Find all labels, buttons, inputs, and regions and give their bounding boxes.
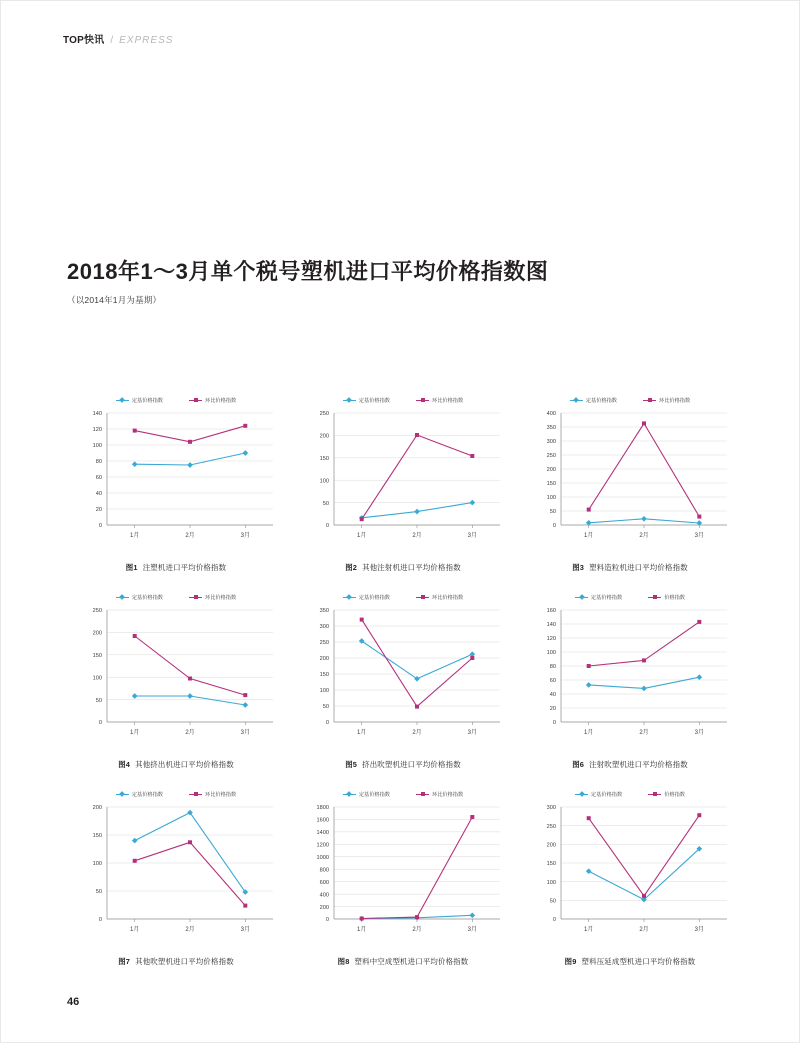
chart-title: 注塑机进口平均价格指数 xyxy=(142,563,227,572)
chart-legend xyxy=(290,397,516,404)
chart-caption xyxy=(290,956,516,967)
svg-text:0: 0 xyxy=(325,720,329,727)
legend-label: 环比价格指数 xyxy=(432,595,464,601)
svg-text:200: 200 xyxy=(546,467,556,474)
legend-swatch-icon xyxy=(116,794,129,795)
chart-title: 挤出吹塑机进口平均价格指数 xyxy=(362,760,461,769)
svg-text:250: 250 xyxy=(319,640,329,647)
svg-text:150: 150 xyxy=(319,672,329,679)
svg-text:0: 0 xyxy=(552,917,556,924)
legend-label: 定基价格指数 xyxy=(131,398,163,404)
svg-text:1月: 1月 xyxy=(356,730,367,736)
svg-text:100: 100 xyxy=(92,675,102,682)
legend-item xyxy=(116,397,163,404)
chart-title: 塑料中空成型机进口平均价格指数 xyxy=(354,957,469,966)
legend-item xyxy=(189,791,236,798)
legend-label: 价格指数 xyxy=(664,792,685,798)
chart-cell-fig9 xyxy=(517,787,743,983)
page-title: 2018年1～3月单个税号塑机进口平均价格指数图 xyxy=(67,259,549,284)
legend-item xyxy=(643,397,690,404)
svg-text:100: 100 xyxy=(319,688,329,695)
svg-text:50: 50 xyxy=(322,704,329,711)
chart-figure-number: 图9 xyxy=(564,957,577,966)
svg-text:60: 60 xyxy=(95,475,102,482)
svg-text:150: 150 xyxy=(546,481,556,488)
chart-plot xyxy=(517,801,743,943)
svg-text:3月: 3月 xyxy=(467,730,478,736)
svg-text:100: 100 xyxy=(546,650,556,657)
svg-text:2月: 2月 xyxy=(185,730,195,736)
legend-label: 定基价格指数 xyxy=(585,398,617,404)
legend-swatch-icon xyxy=(189,794,202,795)
header-separator: / xyxy=(110,35,114,46)
svg-text:150: 150 xyxy=(319,456,329,462)
chart-figure-number: 图4 xyxy=(118,760,131,769)
svg-text:1600: 1600 xyxy=(316,817,329,824)
chart-plot xyxy=(63,604,289,746)
chart-figure-number: 图3 xyxy=(572,563,585,572)
chart-legend xyxy=(63,397,289,404)
chart-plot xyxy=(63,801,289,943)
charts-grid xyxy=(63,393,743,983)
svg-text:2月: 2月 xyxy=(639,533,649,539)
chart-cell-fig1 xyxy=(63,393,289,589)
svg-text:2月: 2月 xyxy=(185,927,195,933)
svg-text:150: 150 xyxy=(92,653,102,659)
chart-plot xyxy=(290,407,516,549)
page-subtitle: （以2014年1月为基期） xyxy=(67,295,162,306)
page-header xyxy=(63,31,173,46)
legend-item xyxy=(648,791,685,798)
legend-label: 定基价格指数 xyxy=(358,595,390,601)
legend-item xyxy=(343,594,390,601)
svg-text:0: 0 xyxy=(552,720,556,727)
legend-label: 定基价格指数 xyxy=(131,792,163,798)
svg-text:300: 300 xyxy=(546,805,556,812)
legend-item xyxy=(648,594,685,601)
svg-text:100: 100 xyxy=(92,443,102,450)
legend-item xyxy=(416,397,463,404)
header-top-label: TOP快讯 xyxy=(63,35,105,46)
chart-legend xyxy=(517,397,743,404)
legend-swatch-icon xyxy=(189,400,202,401)
svg-text:800: 800 xyxy=(319,867,329,874)
svg-text:160: 160 xyxy=(546,608,556,615)
chart-caption xyxy=(517,759,743,770)
legend-item xyxy=(343,397,390,404)
legend-swatch-icon xyxy=(116,597,129,598)
svg-text:40: 40 xyxy=(549,692,556,699)
svg-text:3月: 3月 xyxy=(694,730,705,736)
svg-text:2月: 2月 xyxy=(412,730,422,736)
chart-figure-number: 图2 xyxy=(345,563,358,572)
svg-text:300: 300 xyxy=(319,624,329,631)
svg-text:140: 140 xyxy=(546,622,556,629)
legend-item xyxy=(189,594,236,601)
svg-text:350: 350 xyxy=(319,608,329,615)
chart-legend xyxy=(290,791,516,798)
legend-label: 定基价格指数 xyxy=(358,398,390,404)
svg-text:100: 100 xyxy=(319,478,329,485)
chart-legend xyxy=(517,594,743,601)
chart-cell-fig4 xyxy=(63,590,289,786)
svg-text:1月: 1月 xyxy=(583,927,594,933)
page-number: 46 xyxy=(67,996,80,1008)
svg-text:200: 200 xyxy=(546,842,556,849)
title-block xyxy=(67,259,747,306)
chart-cell-fig7 xyxy=(63,787,289,983)
svg-text:1月: 1月 xyxy=(129,533,140,539)
legend-label: 定基价格指数 xyxy=(591,792,623,798)
svg-text:0: 0 xyxy=(325,917,329,924)
chart-caption xyxy=(63,759,289,770)
legend-item xyxy=(189,397,236,404)
svg-text:1200: 1200 xyxy=(316,842,329,849)
svg-text:80: 80 xyxy=(95,459,102,466)
legend-swatch-icon xyxy=(648,794,661,795)
svg-text:1月: 1月 xyxy=(583,533,594,539)
legend-label: 环比价格指数 xyxy=(432,792,464,798)
svg-text:300: 300 xyxy=(546,439,556,446)
svg-text:40: 40 xyxy=(95,491,102,498)
svg-text:2月: 2月 xyxy=(639,927,649,933)
chart-figure-number: 图5 xyxy=(345,760,358,769)
chart-caption xyxy=(517,562,743,573)
svg-text:60: 60 xyxy=(549,678,556,685)
svg-text:50: 50 xyxy=(549,898,556,905)
svg-text:200: 200 xyxy=(319,433,329,440)
chart-plot xyxy=(290,604,516,746)
chart-title: 其他注射机进口平均价格指数 xyxy=(362,563,461,572)
svg-text:0: 0 xyxy=(98,917,102,924)
chart-legend xyxy=(290,594,516,601)
chart-cell-fig3 xyxy=(517,393,743,589)
legend-swatch-icon xyxy=(575,794,588,795)
svg-text:250: 250 xyxy=(546,823,556,830)
svg-text:2月: 2月 xyxy=(639,730,649,736)
chart-plot xyxy=(517,604,743,746)
legend-item xyxy=(116,791,163,798)
svg-text:250: 250 xyxy=(92,608,102,615)
svg-text:3月: 3月 xyxy=(694,533,705,539)
svg-text:150: 150 xyxy=(92,833,102,840)
chart-figure-number: 图6 xyxy=(572,760,585,769)
legend-label: 定基价格指数 xyxy=(131,595,163,601)
svg-text:1月: 1月 xyxy=(129,927,140,933)
chart-legend xyxy=(63,594,289,601)
chart-title: 注射吹塑机进口平均价格指数 xyxy=(589,760,688,769)
chart-title: 塑料造粒机进口平均价格指数 xyxy=(589,563,688,572)
svg-text:250: 250 xyxy=(319,411,329,418)
svg-text:100: 100 xyxy=(546,495,556,502)
chart-title: 其他吹塑机进口平均价格指数 xyxy=(135,957,234,966)
svg-text:1400: 1400 xyxy=(316,830,329,837)
chart-cell-fig6 xyxy=(517,590,743,786)
svg-text:0: 0 xyxy=(552,523,556,530)
chart-title: 塑料压延成型机进口平均价格指数 xyxy=(581,957,696,966)
svg-text:20: 20 xyxy=(549,706,556,713)
svg-text:2月: 2月 xyxy=(412,927,422,933)
legend-swatch-icon xyxy=(343,400,356,401)
svg-text:1月: 1月 xyxy=(583,730,594,736)
legend-swatch-icon xyxy=(116,400,129,401)
chart-figure-number: 图8 xyxy=(337,957,350,966)
chart-plot xyxy=(63,407,289,549)
svg-text:2月: 2月 xyxy=(412,533,422,539)
chart-figure-number: 图7 xyxy=(118,957,131,966)
legend-item xyxy=(570,397,617,404)
svg-text:200: 200 xyxy=(319,656,329,663)
legend-swatch-icon xyxy=(416,597,429,598)
svg-text:3月: 3月 xyxy=(240,927,251,933)
chart-figure-number: 图1 xyxy=(125,563,138,572)
svg-text:1月: 1月 xyxy=(129,730,140,736)
chart-caption xyxy=(290,759,516,770)
svg-text:20: 20 xyxy=(95,507,102,514)
legend-label: 环比价格指数 xyxy=(205,792,237,798)
legend-item xyxy=(416,791,463,798)
legend-label: 定基价格指数 xyxy=(358,792,390,798)
svg-text:3月: 3月 xyxy=(694,927,705,933)
svg-text:100: 100 xyxy=(546,879,556,886)
legend-swatch-icon xyxy=(343,597,356,598)
svg-text:120: 120 xyxy=(92,427,102,434)
header-express-label: EXPRESS xyxy=(119,35,174,46)
svg-text:0: 0 xyxy=(325,523,329,530)
svg-text:200: 200 xyxy=(319,904,329,911)
svg-text:1月: 1月 xyxy=(356,927,367,933)
svg-text:0: 0 xyxy=(98,523,102,530)
chart-plot xyxy=(517,407,743,549)
chart-legend xyxy=(517,791,743,798)
svg-text:140: 140 xyxy=(92,411,102,418)
svg-text:50: 50 xyxy=(549,509,556,516)
svg-text:100: 100 xyxy=(92,861,102,868)
svg-text:50: 50 xyxy=(95,697,102,704)
chart-caption xyxy=(517,956,743,967)
legend-item xyxy=(416,594,463,601)
chart-legend xyxy=(63,791,289,798)
chart-caption xyxy=(63,562,289,573)
legend-label: 环比价格指数 xyxy=(659,398,691,404)
svg-text:2月: 2月 xyxy=(185,533,195,539)
svg-text:400: 400 xyxy=(546,411,556,418)
svg-text:3月: 3月 xyxy=(240,730,251,736)
legend-item xyxy=(575,791,622,798)
legend-swatch-icon xyxy=(575,597,588,598)
legend-label: 价格指数 xyxy=(664,595,685,601)
legend-label: 环比价格指数 xyxy=(205,595,237,601)
legend-label: 环比价格指数 xyxy=(432,398,464,404)
svg-text:400: 400 xyxy=(319,892,329,899)
chart-cell-fig2 xyxy=(290,393,516,589)
legend-label: 环比价格指数 xyxy=(205,398,237,404)
legend-swatch-icon xyxy=(648,597,661,598)
svg-text:1000: 1000 xyxy=(316,854,329,861)
svg-text:3月: 3月 xyxy=(467,927,478,933)
svg-text:350: 350 xyxy=(546,425,556,432)
legend-swatch-icon xyxy=(570,400,583,401)
svg-text:0: 0 xyxy=(98,720,102,727)
chart-caption xyxy=(290,562,516,573)
chart-cell-fig5 xyxy=(290,590,516,786)
chart-title: 其他挤出机进口平均价格指数 xyxy=(135,760,234,769)
svg-text:50: 50 xyxy=(95,889,102,896)
legend-swatch-icon xyxy=(643,400,656,401)
svg-text:50: 50 xyxy=(322,500,329,507)
chart-plot xyxy=(290,801,516,943)
legend-item xyxy=(575,594,622,601)
svg-text:200: 200 xyxy=(92,805,102,812)
legend-swatch-icon xyxy=(189,597,202,598)
svg-text:150: 150 xyxy=(546,861,556,868)
svg-text:1800: 1800 xyxy=(316,805,329,812)
svg-text:200: 200 xyxy=(92,630,102,637)
legend-swatch-icon xyxy=(416,794,429,795)
legend-item xyxy=(116,594,163,601)
svg-text:3月: 3月 xyxy=(467,533,478,539)
svg-text:600: 600 xyxy=(319,879,329,886)
legend-swatch-icon xyxy=(343,794,356,795)
legend-item xyxy=(343,791,390,798)
legend-swatch-icon xyxy=(416,400,429,401)
svg-text:80: 80 xyxy=(549,664,556,671)
svg-text:120: 120 xyxy=(546,636,556,643)
svg-text:3月: 3月 xyxy=(240,533,251,539)
svg-text:250: 250 xyxy=(546,453,556,460)
chart-caption xyxy=(63,956,289,967)
chart-cell-fig8 xyxy=(290,787,516,983)
svg-text:1月: 1月 xyxy=(356,533,367,539)
legend-label: 定基价格指数 xyxy=(591,595,623,601)
